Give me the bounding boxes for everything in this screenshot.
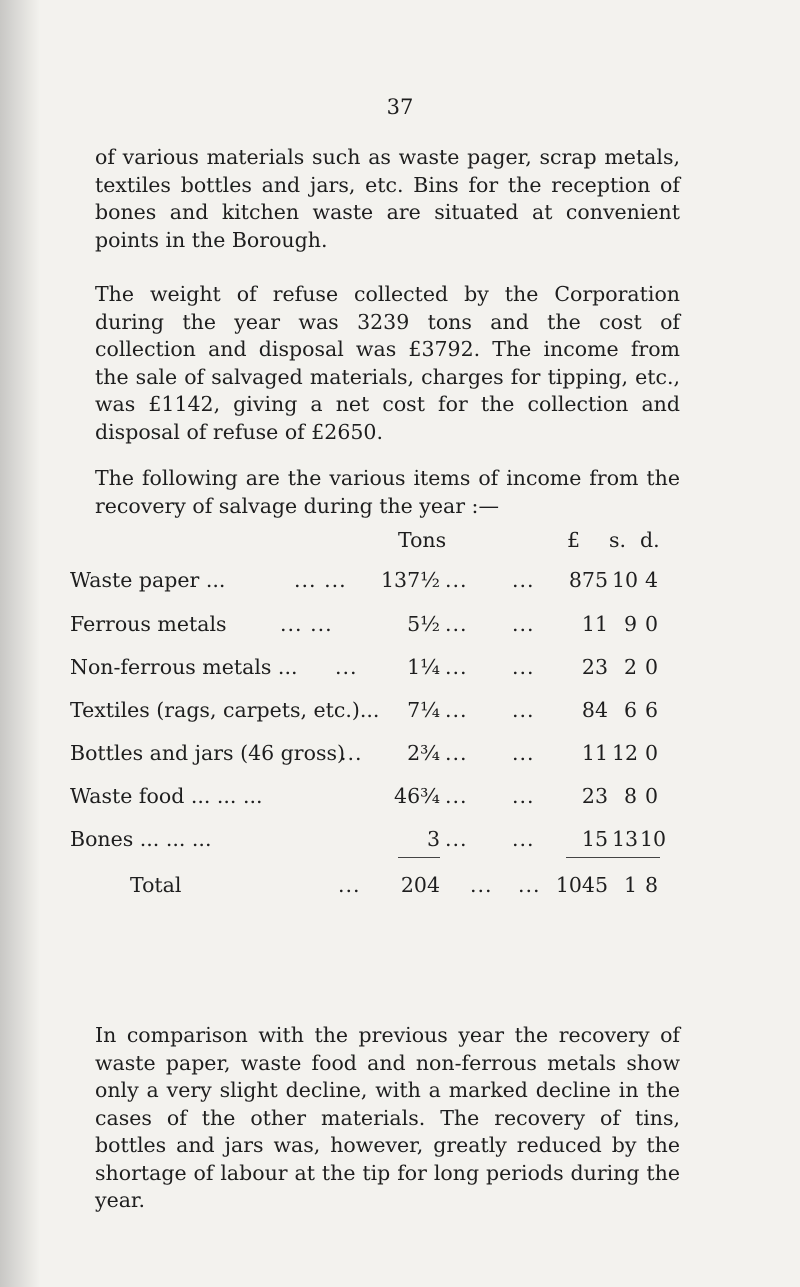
pounds-value: 875 xyxy=(568,568,608,592)
paragraph-3: The following are the various items of income from the recovery of salvage during the year :— xyxy=(95,466,680,518)
total-label: Total xyxy=(130,873,182,897)
pounds-value: 23 xyxy=(581,655,608,679)
shillings-value: 12 xyxy=(612,741,639,765)
leader-dots: ... xyxy=(512,827,535,851)
shillings-value: 8 xyxy=(623,784,637,808)
total-row xyxy=(0,873,800,903)
total-pounds: 1045 xyxy=(555,873,608,897)
pence-value: 10 xyxy=(640,827,667,851)
leader-dots: ... xyxy=(338,873,361,897)
table-row xyxy=(0,741,800,771)
pounds-value: 11 xyxy=(581,741,608,765)
leader-dots: ... xyxy=(512,612,535,636)
table-row xyxy=(0,612,800,642)
leader-dots: ... xyxy=(445,655,468,679)
item-label: Non-ferrous metals ... xyxy=(70,655,298,679)
shillings-value: 13 xyxy=(612,827,639,851)
money-sum-rule xyxy=(566,857,660,858)
tons-value: 7¼ xyxy=(407,698,440,722)
pence-value: 6 xyxy=(644,698,658,722)
table-row xyxy=(0,827,800,857)
table-row xyxy=(0,568,800,598)
leader-dots: ... xyxy=(512,698,535,722)
tons-value: 137½ xyxy=(381,568,440,592)
paragraph-2: The weight of refuse collected by the Corporation during the year was 3239 tons and the cost of collection and disposal was £3792. The income from the sale of salvaged materials, charges for tipping, etc., was £1142, giving a net cost for the collection and disposal of refuse of £2650. xyxy=(95,282,680,444)
item-label: Ferrous metals xyxy=(70,612,227,636)
leader-dots: ... xyxy=(445,784,468,808)
leader-dots: ... xyxy=(445,827,468,851)
tons-value: 1¼ xyxy=(407,655,440,679)
leader-dots: ... xyxy=(512,568,535,592)
leader-dots: ... xyxy=(518,873,541,897)
pounds-value: 15 xyxy=(581,827,608,851)
leader-dots: ... xyxy=(512,784,535,808)
pounds-value: 23 xyxy=(581,784,608,808)
tons-value: 2¾ xyxy=(407,741,440,765)
leader-dots: ... ... xyxy=(280,612,333,636)
tons-value: 5½ xyxy=(407,612,440,636)
table-row xyxy=(0,698,800,728)
leader-dots: ... xyxy=(340,741,363,765)
leader-dots: ... xyxy=(445,568,468,592)
leader-dots: ... xyxy=(512,741,535,765)
pounds-value: 84 xyxy=(581,698,608,722)
paragraph-1: of various materials such as waste pager, scrap metals, textiles bottles and jars, etc. Bins for the reception of bones and kitchen waste are situated at convenient points in the Borough. xyxy=(95,145,680,252)
tons-value: 46¾ xyxy=(394,784,440,808)
header-pence: d. xyxy=(640,528,660,552)
pence-value: 4 xyxy=(644,568,658,592)
item-label: Waste paper ... xyxy=(70,568,226,592)
shillings-value: 2 xyxy=(623,655,637,679)
shillings-value: 6 xyxy=(623,698,637,722)
shillings-value: 10 xyxy=(612,568,639,592)
pence-value: 0 xyxy=(644,784,658,808)
header-tons: Tons xyxy=(398,528,447,552)
item-label: Bones ... ... ... xyxy=(70,827,212,851)
total-pence: 8 xyxy=(644,873,658,897)
shillings-value: 9 xyxy=(623,612,637,636)
item-label: Waste food ... ... ... xyxy=(70,784,263,808)
pounds-value: 11 xyxy=(581,612,608,636)
table-row xyxy=(0,655,800,685)
tons-value: 3 xyxy=(426,827,440,851)
total-tons: 204 xyxy=(400,873,440,897)
leader-dots: ... ... xyxy=(294,568,347,592)
paragraph-4: In comparison with the previous year the recovery of waste paper, waste food and non-ferrous metals show only a very slight decline, with a marked decline in the cases of the other materials. The recovery of tins, bottles and jars was, however, greatly reduced by the shortage of labour at the tip for long periods during the year. xyxy=(95,1023,680,1212)
header-pounds: £ xyxy=(567,528,581,552)
header-shillings: s. xyxy=(609,528,627,552)
pence-value: 0 xyxy=(644,741,658,765)
item-label: Bottles and jars (46 gross) xyxy=(70,741,345,765)
table-row xyxy=(0,784,800,814)
item-label: Textiles (rags, carpets, etc.)... xyxy=(70,698,380,722)
leader-dots: ... xyxy=(335,655,358,679)
leader-dots: ... xyxy=(445,612,468,636)
page-number: 37 xyxy=(386,95,414,119)
total-shillings: 1 xyxy=(623,873,637,897)
leader-dots: ... xyxy=(445,741,468,765)
pence-value: 0 xyxy=(644,612,658,636)
leader-dots: ... xyxy=(445,698,468,722)
leader-dots: ... xyxy=(470,873,493,897)
leader-dots: ... xyxy=(512,655,535,679)
pence-value: 0 xyxy=(644,655,658,679)
tons-sum-rule xyxy=(398,857,440,858)
